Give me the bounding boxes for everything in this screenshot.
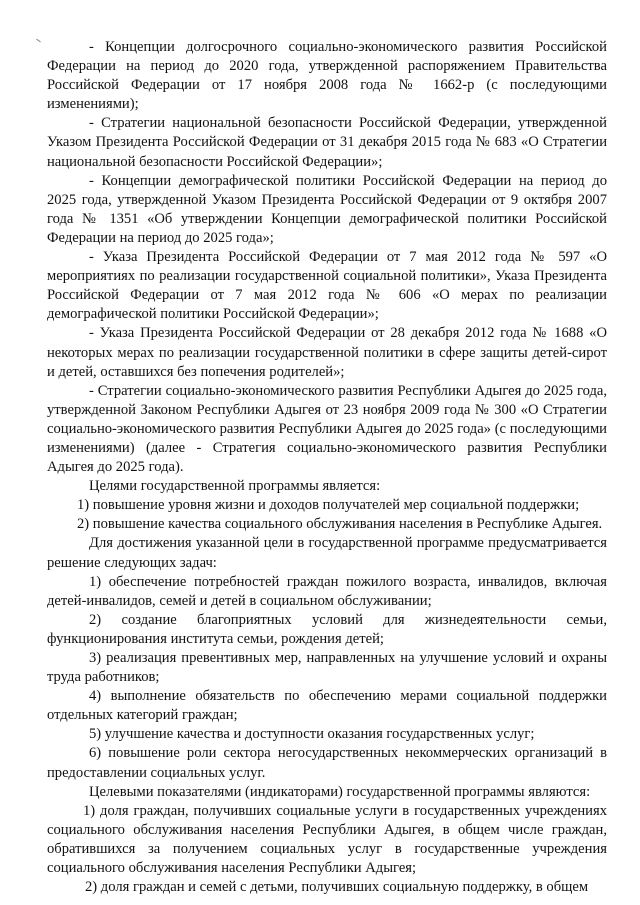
indicator-item-2: 2) доля граждан и семей с детьми, получивших социальную поддержку, в общем [85,879,589,896]
task-item-1: 1) обеспечение потребностей граждан пожилого возраста, инвалидов, включая детей-инвалидов, семей и детей в социальном обслуживании; [47,573,607,609]
task-item-6: 6) повышение роли сектора негосударственных некоммерческих организаций в предоставлении социальных услуг. [47,745,607,781]
task-item-2: 2) создание благоприятных условий для жизнедеятельности семьи, функционирования института семьи, рождения детей; [47,611,607,647]
goal-item-1: 1) повышение уровня жизни и доходов получателей мер социальной поддержки; [77,497,580,514]
goal-item-2: 2) повышение качества социального обслуживания населения в Республике Адыгея. [77,516,603,533]
paragraph-adygea-strategy: - Стратегии социально-экономического развития Республики Адыгея до 2025 года, утвержденной Законом Республики Адыгея от 23 ноября 2009 года № 300 «О Стратегии социально-экономического развития Республики Адыгея до 2025 года» (с последующими изменениями) (далее - Стратегия социально-экономического развития Республики Адыгея до 2025 года). [47,382,607,476]
paragraph-decree-1688: - Указа Президента Российской Федерации от 28 декабря 2012 года № 1688 «О некоторых мерах по реализации государственной политики в сфере защиты детей-сирот и детей, оставшихся без попечения родителей»; [47,325,607,380]
paragraph-national-security: - Стратегии национальной безопасности Российской Федерации, утвержденной Указом Президента Российской Федерации от 31 декабря 2015 года № 683 «О Стратегии национальной безопасности Российской Федерации»; [47,115,607,170]
task-item-5: 5) улучшение качества и доступности оказания государственных услуг; [89,726,535,743]
task-item-4: 4) выполнение обязательств по обеспечению мерами социальной поддержки отдельных категорий граждан; [47,688,607,724]
paragraph-decree-597: - Указа Президента Российской Федерации от 7 мая 2012 года № 597 «О мероприятиях по реализации государственной социальной политики», Указа Президента Российской Федерации от 7 мая 2012 года № 606 «О мерах по реализации демографической политики Российской Федерации»; [47,249,607,323]
paragraph-tasks-heading: Для достижения указанной цели в государственной программе предусматривается решение следующих задач: [47,535,607,571]
paragraph-concept-2020: - Концепции долгосрочного социально-экономического развития Российской Федерации на период до 2020 года, утвержденной распоряжением Правительства Российской Федерации от 17 ноября 2008 года № 1662-р (с последующими изменениями); [47,39,607,113]
paragraph-goals-heading: Целями государственной программы является: [89,478,381,495]
indicator-item-1: 1) доля граждан, получивших социальные услуги в государственных учреждениях социального обслуживания населения Республики Адыгея, в общем числе граждан, обратившихся за получением социальных услуг в государственные учреждения социального обслуживания населения Республики Адыгея; [47,802,607,877]
paragraph-demographic-policy: - Концепции демографической политики Российской Федерации на период до 2025 года, утвержденной Указом Президента Российской Федерации от 9 октября 2007 года № 1351 «Об утверждении Концепции демографической политики Российской Федерации на период до 2025 года»; [47,172,607,246]
document-body [47,38,607,897]
task-item-3: 3) реализация превентивных мер, направленных на улучшение условий и охраны труда работников; [47,650,607,686]
scan-speck [36,39,41,43]
paragraph-indicators-heading: Целевыми показателями (индикаторами) государственной программы являются: [89,783,591,800]
